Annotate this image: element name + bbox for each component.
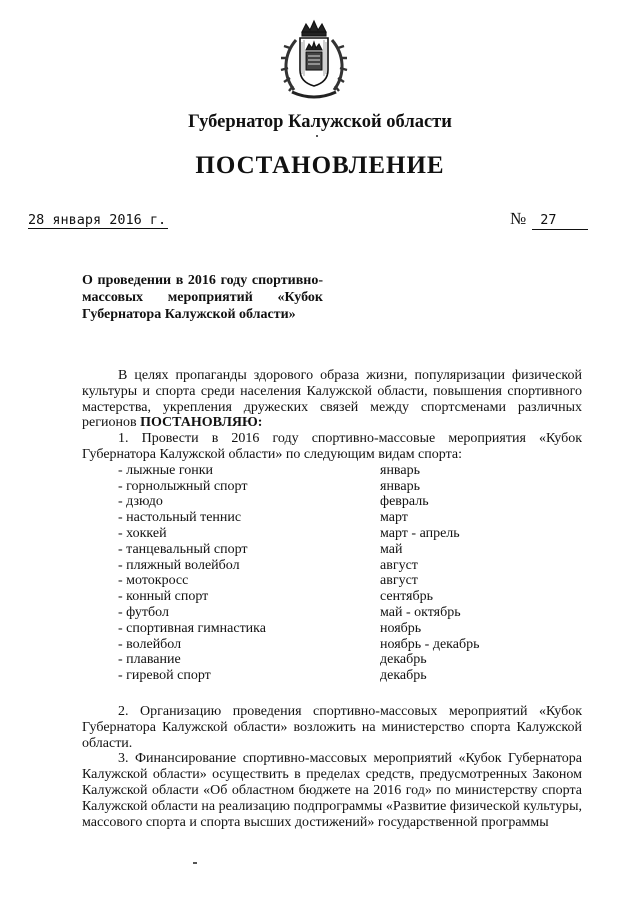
sport-month: декабрь	[380, 652, 427, 668]
sport-month: май - октябрь	[380, 604, 461, 620]
scan-speck	[316, 135, 318, 137]
sport-name: - горнолыжный спорт	[118, 478, 248, 494]
sport-name: - футбол	[118, 604, 169, 620]
number-sign: №	[510, 209, 527, 228]
sport-month: август	[380, 573, 418, 589]
sport-row	[118, 510, 582, 526]
decree-word: ПОСТАНОВЛЯЮ:	[140, 415, 263, 431]
sport-row	[118, 494, 582, 510]
item-1-paragraph: 1. Провести в 2016 году спортивно-массовые мероприятия «Кубок Губернатора Калужской области» по следующим видам спорта:	[82, 431, 582, 462]
sport-name: - пляжный волейбол	[118, 557, 240, 573]
sport-month: февраль	[380, 494, 429, 510]
sport-row	[118, 668, 582, 684]
sport-name: - мотокросс	[118, 573, 189, 589]
item-3-paragraph: 3. Финансирование спортивно-массовых мероприятий «Кубок Губернатора Калужской области» осуществить в пределах средств, предусмотренных Законом Калужской области «Об областном бюджете на 2016 год» по министерству спорта Калужской области на реализацию подпрограммы «Развитие физической культуры, массового спорта и спорта высших достижений» государственной программы	[82, 751, 582, 830]
sport-month: март	[380, 510, 408, 526]
sport-row	[118, 637, 582, 653]
document-type-heading: ПОСТАНОВЛЕНИЕ	[195, 152, 445, 179]
sports-list	[82, 463, 582, 684]
sport-row	[118, 621, 582, 637]
sport-name: - танцевальный спорт	[118, 541, 248, 557]
preamble-text: В целях пропаганды здорового образа жизни, популяризации физической культуры и спорта среди населения Калужской области, повышения спортивного мастерства, укрепления дружеских связей между спортсменами различных регионов	[82, 368, 582, 431]
sport-name: - дзюдо	[118, 494, 163, 510]
document-body	[82, 368, 582, 830]
sport-name: - лыжные гонки	[118, 462, 214, 478]
preamble-paragraph	[82, 368, 582, 431]
sport-name: - спортивная гимнастика	[118, 620, 266, 636]
document-subject: О проведении в 2016 году спортивно-массовых мероприятий «Кубок Губернатора Калужской области»	[82, 273, 323, 322]
coat-of-arms-emblem	[274, 18, 354, 102]
sport-month: ноябрь	[380, 620, 422, 636]
sport-row	[118, 605, 582, 621]
sport-name: - настольный теннис	[118, 510, 242, 526]
sport-row	[118, 589, 582, 605]
sport-month: декабрь	[380, 668, 427, 684]
sport-row	[118, 558, 582, 574]
sport-month: май	[380, 541, 403, 557]
sport-row	[118, 463, 582, 479]
number-value: 27	[532, 211, 588, 230]
sport-month: ноябрь - декабрь	[380, 636, 480, 652]
sport-name: - гиревой спорт	[118, 668, 211, 684]
sport-row	[118, 526, 582, 542]
sport-name: - плавание	[118, 652, 181, 668]
scan-speck	[193, 862, 197, 864]
document-date: 28 января 2016 г.	[28, 212, 167, 228]
sport-name: - хоккей	[118, 525, 167, 541]
sport-row	[118, 652, 582, 668]
sport-month: сентябрь	[380, 589, 433, 605]
sport-month: август	[380, 557, 418, 573]
sport-month: январь	[380, 462, 420, 478]
sport-name: - волейбол	[118, 636, 182, 652]
governor-title: Губернатор Калужской области	[188, 112, 452, 132]
sport-row	[118, 573, 582, 589]
sport-month: январь	[380, 478, 420, 494]
sport-row	[118, 542, 582, 558]
sport-row	[118, 479, 582, 495]
document-number	[510, 210, 588, 230]
sport-name: - конный спорт	[118, 589, 209, 605]
sport-month: март - апрель	[380, 525, 460, 541]
item-2-paragraph: 2. Организацию проведения спортивно-массовых мероприятий «Кубок Губернатора Калужской области» возложить на министерство спорта Калужской области.	[82, 703, 582, 751]
